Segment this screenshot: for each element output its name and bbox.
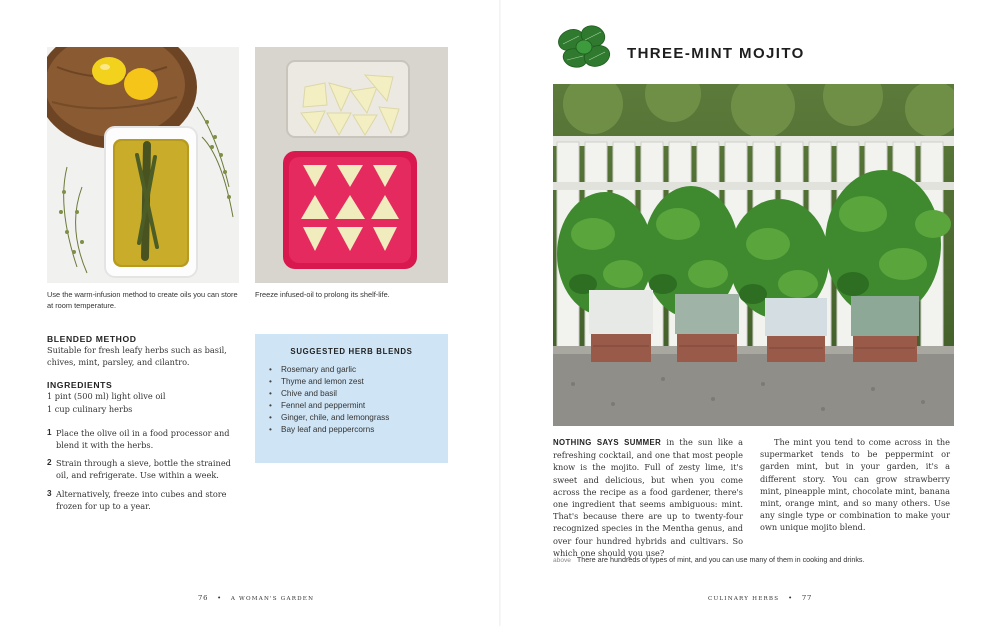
frozen-oil-tray-photo [255, 47, 448, 283]
paragraph-text: in the sun like a refreshing cocktail, and one that most people know is the mojito. Full of zesty lime, it's sweet and delicious, but when you come across the recipe as a food gardener, there's one ingredient that seems ambiguous: mint. That's because there are up to twenty-four recognized species in the Mentha genus, and over four hundred hybrids and cultivars. So which one should you use? [553, 437, 743, 558]
photo-caption [553, 555, 865, 564]
method-step [47, 457, 242, 481]
page-gutter [499, 0, 501, 626]
article-paragraph [553, 436, 743, 559]
ingredients-heading: INGREDIENTS [47, 380, 113, 391]
suggested-herb-blends-box [255, 334, 448, 463]
list-item: • Thyme and lemon zest [269, 376, 436, 388]
running-head: CULINARY HERBS [708, 596, 780, 602]
caption-text: There are hundreds of types of mint, and you can use many of them in cooking and drinks. [576, 555, 865, 564]
folio-separator: • [217, 594, 222, 602]
recipe-title: THREE-MINT MOJITO [627, 45, 805, 62]
frozen-oil-caption: Freeze infused-oil to prolong its shelf-life. [255, 290, 390, 299]
page-number: 77 [801, 594, 813, 602]
ingredient-item: 1 pint (500 ml) light olive oil [47, 391, 166, 402]
lead-in-text: NOTHING SAYS SUMMER [553, 438, 662, 447]
folio-separator: • [788, 594, 793, 602]
ingredient-item: 1 cup culinary herbs [47, 403, 133, 414]
paragraph-text: The mint you tend to come across in the supermarket tends to be peppermint or garden mint, but in your garden, it's a different story. You can grow strawberry mint, pineapple mint, chocolate mint, banana mint, orange mint, and so many others. Use any single type or combination to make your own unique mojito blend. [760, 437, 950, 533]
caption-label: above [553, 557, 571, 564]
oil-infusion-caption: Use the warm-infusion method to create oils you can store at room temperature. [47, 290, 238, 310]
step-number: 3 [47, 488, 52, 498]
step-number: 2 [47, 458, 52, 468]
blended-method-section [47, 334, 242, 512]
step-text: Alternatively, freeze into cubes and store frozen for up to a year. [56, 488, 227, 511]
herb-blends-title: SUGGESTED HERB BLENDS [290, 347, 413, 356]
step-text: Place the olive oil in a food processor and blend it with the herbs. [56, 427, 230, 451]
list-item: • Ginger, chile, and lemongrass [269, 412, 436, 424]
mint-leaf-icon [553, 22, 615, 72]
method-step [47, 427, 242, 451]
mint-pots-photo [553, 84, 954, 426]
blended-method-intro: Suitable for fresh leafy herbs such as basil, chives, mint, parsley, and cilantro. [47, 345, 227, 368]
list-item: • Rosemary and garlic [269, 364, 436, 376]
step-text: Strain through a sieve, bottle the strained oil, and refrigerate. Use within a week. [56, 458, 231, 481]
oil-infusion-photo [47, 47, 239, 283]
herb-blends-list [267, 364, 436, 437]
list-item: • Bay leaf and peppercorns [269, 424, 436, 436]
article-column-1 [553, 436, 743, 559]
article-column-2 [760, 436, 950, 534]
method-step [47, 488, 242, 512]
list-item: • Fennel and peppermint [269, 400, 436, 412]
page-number: 76 [198, 594, 209, 602]
blended-method-heading: BLENDED METHOD [47, 334, 137, 344]
running-head: A WOMAN'S GARDEN [230, 596, 315, 602]
right-folio [708, 594, 812, 602]
left-folio [198, 594, 314, 602]
list-item: • Chive and basil [269, 388, 436, 400]
step-number: 1 [47, 427, 52, 437]
